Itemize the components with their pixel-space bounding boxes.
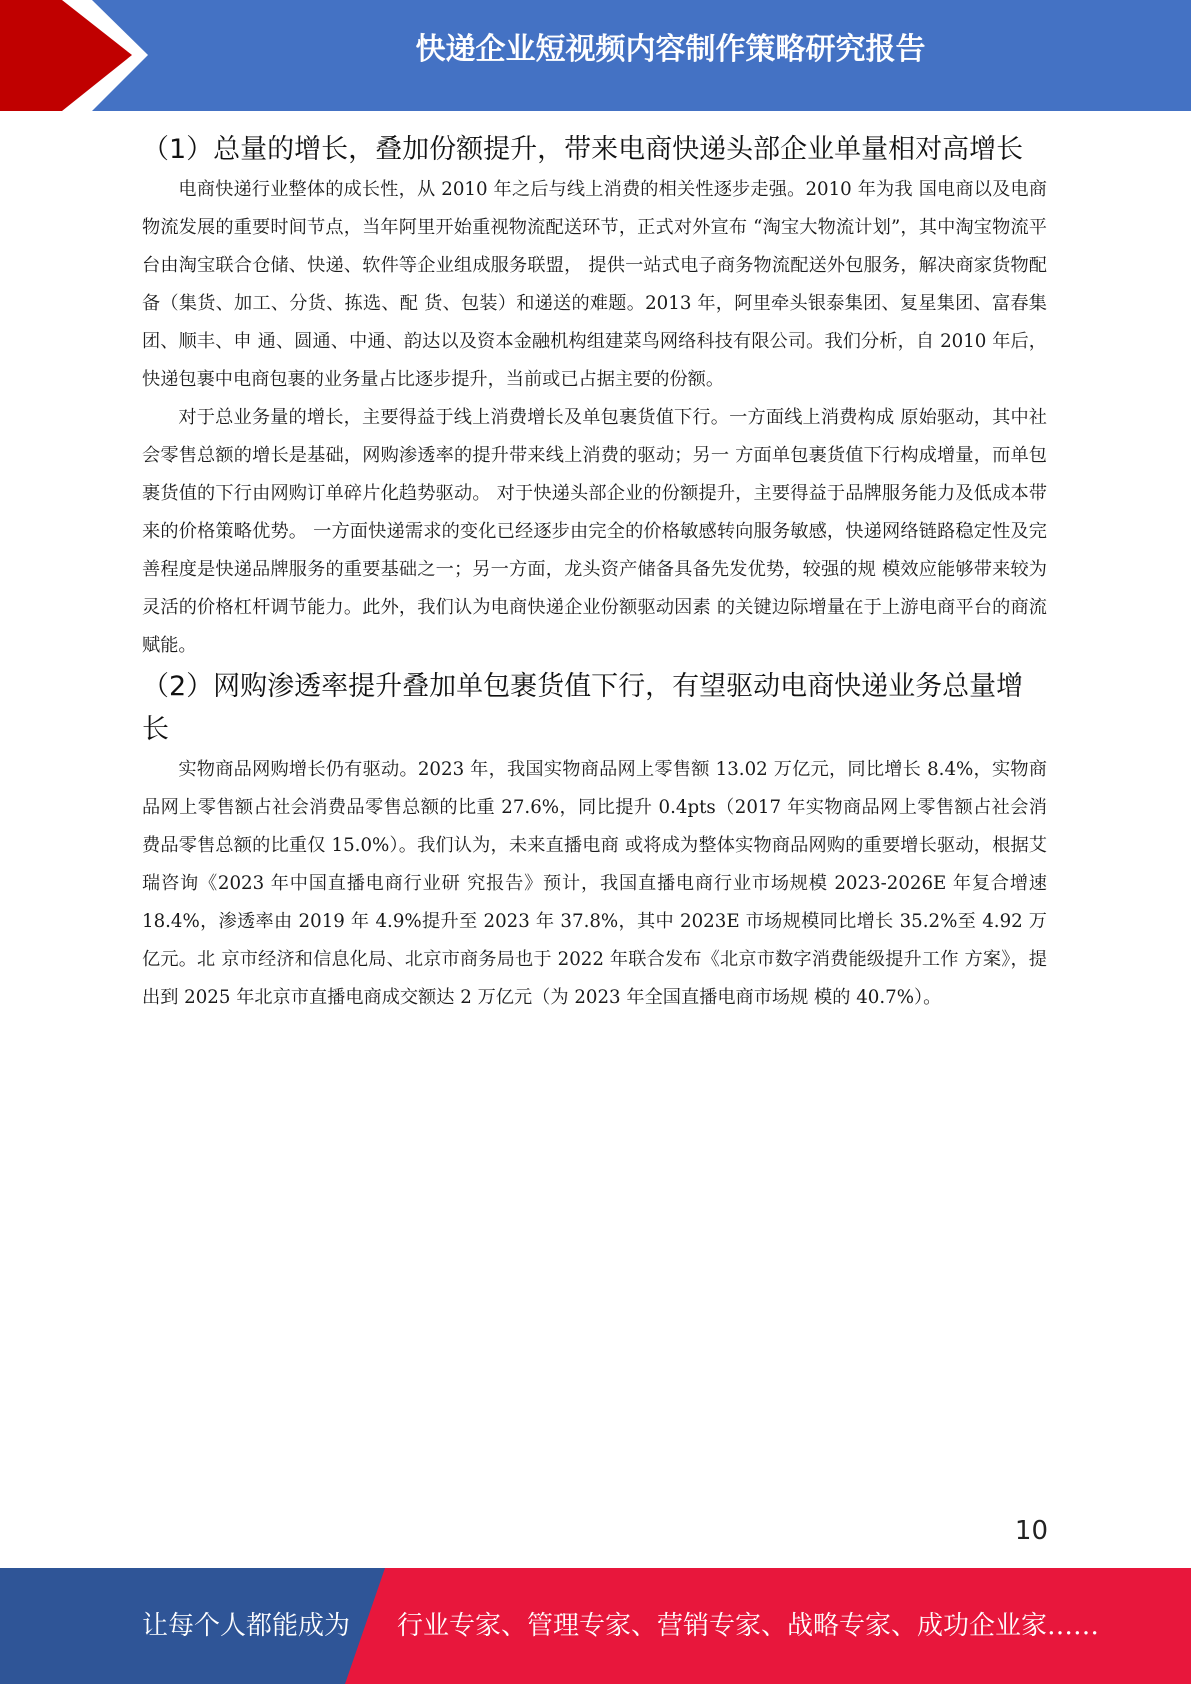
header-arrow-decoration <box>0 0 160 111</box>
page-body <box>142 128 1047 1017</box>
report-title: 快递企业短视频内容制作策略研究报告 <box>415 32 926 67</box>
footer-slogan-right: 行业专家、管理专家、营销专家、战略专家、成功企业家…… <box>397 1611 1100 1641</box>
section-1-paragraph-1: 电商快递行业整体的成长性，从 2010 年之后与线上消费的相关性逐步走强。2010 年为我 国电商以及电商物流发展的重要时间节点，当年阿里开始重视物流配送环节，正式对外宣布 “淘宝大物流计划”，其中淘宝物流平台由淘宝联合仓储、快递、软件等企业组成服务联盟， 提供一站式电子商务物流配送外包服务，解决商家货物配备（集货、加工、分货、拣选、配 货、包装）和递送的难题。2013 年，阿里牵头银泰集团、复星集团、富春集团、顺丰、申 通、圆通、中通、韵达以及资本金融机构组建菜鸟网络科技有限公司。我们分析，自 2010 年后，快递包裹中电商包裹的业务量占比逐步提升，当前或已占据主要的份额。 <box>142 179 1047 390</box>
page-number: 10 <box>1014 1516 1048 1546</box>
header-bar <box>0 0 1191 111</box>
footer-bar <box>0 1568 1191 1684</box>
section-heading-2: （2）网购渗透率提升叠加单包裹货值下行，有望驱动电商快递业务总量增长 <box>142 671 1024 745</box>
section-2-paragraph-1: 实物商品网购增长仍有驱动。2023 年，我国实物商品网上零售额 13.02 万亿元，同比增长 8.4%，实物商品网上零售额占社会消费品零售总额的比重 27.6%，同比提升 0.4pts（2017 年实物商品网上零售额占社会消费品零售总额的比重仅 15.0%）。我们认为，未来直播电商 或将成为整体实物商品网购的重要增长驱动，根据艾瑞咨询《2023 年中国直播电商行业研 究报告》预计，我国直播电商行业市场规模 2023-2026E 年复合增速 18.4%，渗透率由 2019 年 4.9%提升至 2023 年 37.8%，其中 2023E 市场规模同比增长 35.2%至 4.92 万亿元。北 京市经济和信息化局、北京市商务局也于 2022 年联合发布《北京市数字消费能级提升工作 方案》，提出到 2025 年北京市直播电商成交额达 2 万亿元（为 2023 年全国直播电商市场规 模的 40.7%）。 <box>142 759 1047 1008</box>
section-1-paragraph-2: 对于总业务量的增长，主要得益于线上消费增长及单包裹货值下行。一方面线上消费构成 原始驱动，其中社会零售总额的增长是基础，网购渗透率的提升带来线上消费的驱动；另一 方面单包裹货值下行构成增量，而单包裹货值的下行由网购订单碎片化趋势驱动。 对于快递头部企业的份额提升，主要得益于品牌服务能力及低成本带来的价格策略优势。 一方面快递需求的变化已经逐步由完全的价格敏感转向服务敏感，快递网络链路稳定性及完 善程度是快递品牌服务的重要基础之一；另一方面，龙头资产储备具备先发优势，较强的规 模效应能够带来较为灵活的价格杠杆调节能力。此外，我们认为电商快递企业份额驱动因素 的关键边际增量在于上游电商平台的商流赋能。 <box>142 407 1047 656</box>
footer-slogan-left: 让每个人都能成为 <box>142 1611 351 1641</box>
section-heading-1: （1）总量的增长，叠加份额提升，带来电商快递头部企业单量相对高增长 <box>142 134 1024 165</box>
